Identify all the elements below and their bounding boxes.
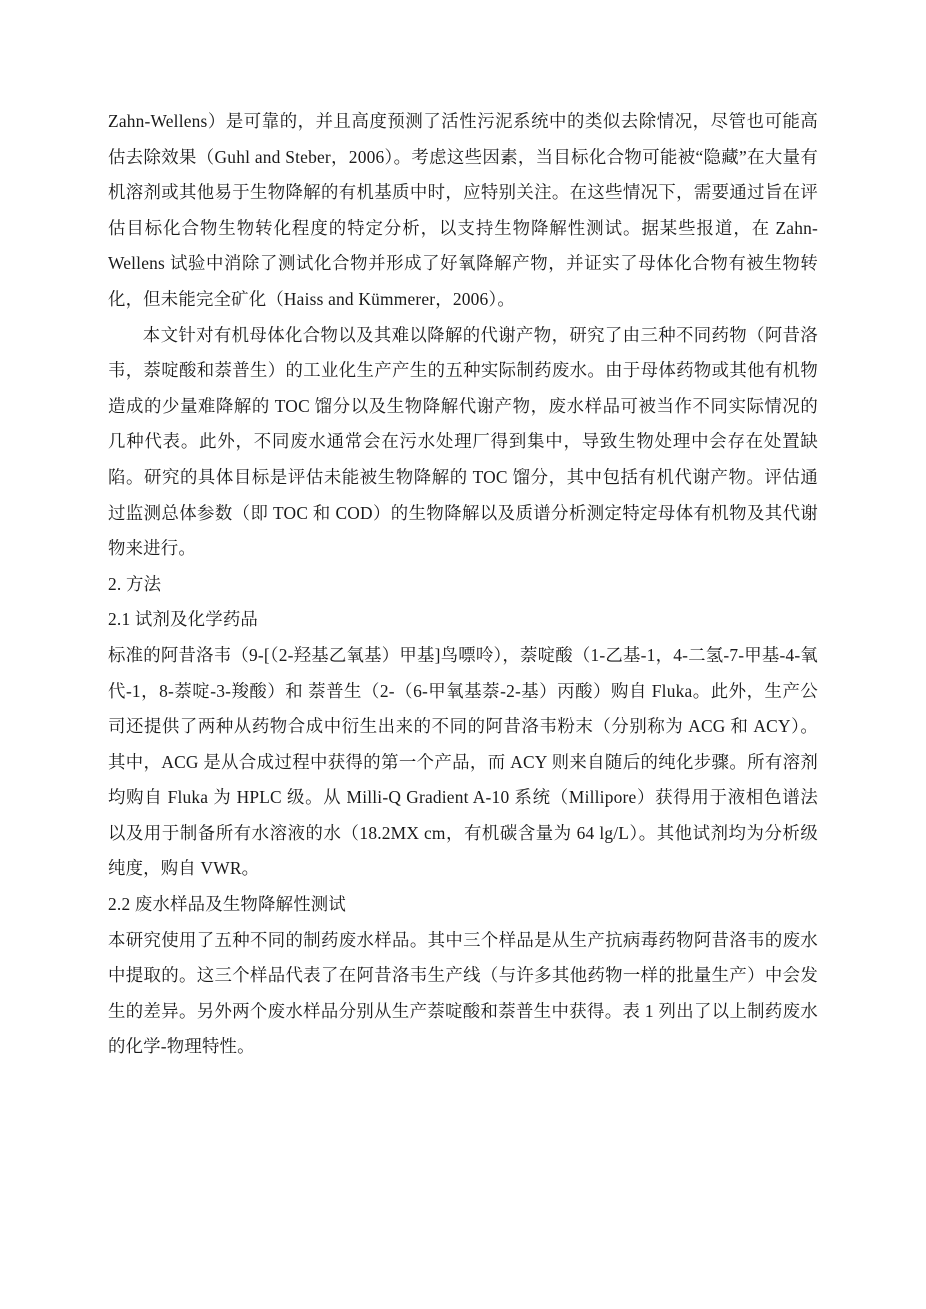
paragraph-1: Zahn-Wellens）是可靠的，并且高度预测了活性污泥系统中的类似去除情况，尽管也可能高估去除效果（Guhl and Steber，2006）。考虑这些因素，当目标化合物可能被“隐藏”在大量有机溶剂或其他易于生物降解的有机基质中时，应特别关注。在这些情况下，需要通过旨在评估目标化合物生物转化程度的特定分析，以支持生物降解性测试。据某些报道，在 Zahn-Wellens 试验中消除了测试化合物并形成了好氧降解产物，并证实了母体化合物有被生物转化，但未能完全矿化（Haiss and Kümmerer，2006）。 (108, 111, 818, 309)
section-heading-reagents: 2.1 试剂及化学药品 (108, 609, 259, 630)
paragraph-4: 本研究使用了五种不同的制药废水样品。其中三个样品是从生产抗病毒药物阿昔洛韦的废水中提取的。这三个样品代表了在阿昔洛韦生产线（与许多其他药物一样的批量生产）中会发生的差异。另外两个废水样品分别从生产萘啶酸和萘普生中获得。表 1 列出了以上制药废水的化学-物理特性。 (108, 929, 818, 1057)
document-body (108, 104, 818, 1065)
section-heading-wastewater-samples: 2.2 废水样品及生物降解性测试 (108, 894, 346, 915)
paragraph-2: 本文针对有机母体化合物以及其难以降解的代谢产物，研究了由三种不同药物（阿昔洛韦，萘啶酸和萘普生）的工业化生产产生的五种实际制药废水。由于母体药物或其他有机物造成的少量难降解的 TOC 馏分以及生物降解代谢产物，废水样品可被当作不同实际情况的几种代表。此外，不同废水通常会在污水处理厂得到集中，导致生物处理中会存在处置缺陷。研究的具体目标是评估未能被生物降解的 TOC 馏分，其中包括有机代谢产物。评估通过监测总体参数（即 TOC 和 COD）的生物降解以及质谱分析测定特定母体有机物及其代谢物来进行。 (108, 324, 818, 559)
section-heading-methods: 2. 方法 (108, 573, 162, 594)
paragraph-3: 标准的阿昔洛韦（9-[（2-羟基乙氧基）甲基]鸟嘌呤），萘啶酸（1-乙基-1，4-二氢-7-甲基-4-氧代-1，8-萘啶-3-羧酸）和 萘普生（2-（6-甲氧基萘-2-基）丙酸）购自 Fluka。此外，生产公司还提供了两种从药物合成中衍生出来的不同的阿昔洛韦粉末（分别称为 ACG 和 ACY）。其中，ACG 是从合成过程中获得的第一个产品，而 ACY 则来自随后的纯化步骤。所有溶剂均购自 Fluka 为 HPLC 级。从 Milli-Q Gradient A-10 系统（Millipore）获得用于液相色谱法以及用于制备所有水溶液的水（18.2MX cm，有机碳含量为 64 lg/L）。其他试剂均为分析级纯度，购自 VWR。 (108, 644, 818, 879)
